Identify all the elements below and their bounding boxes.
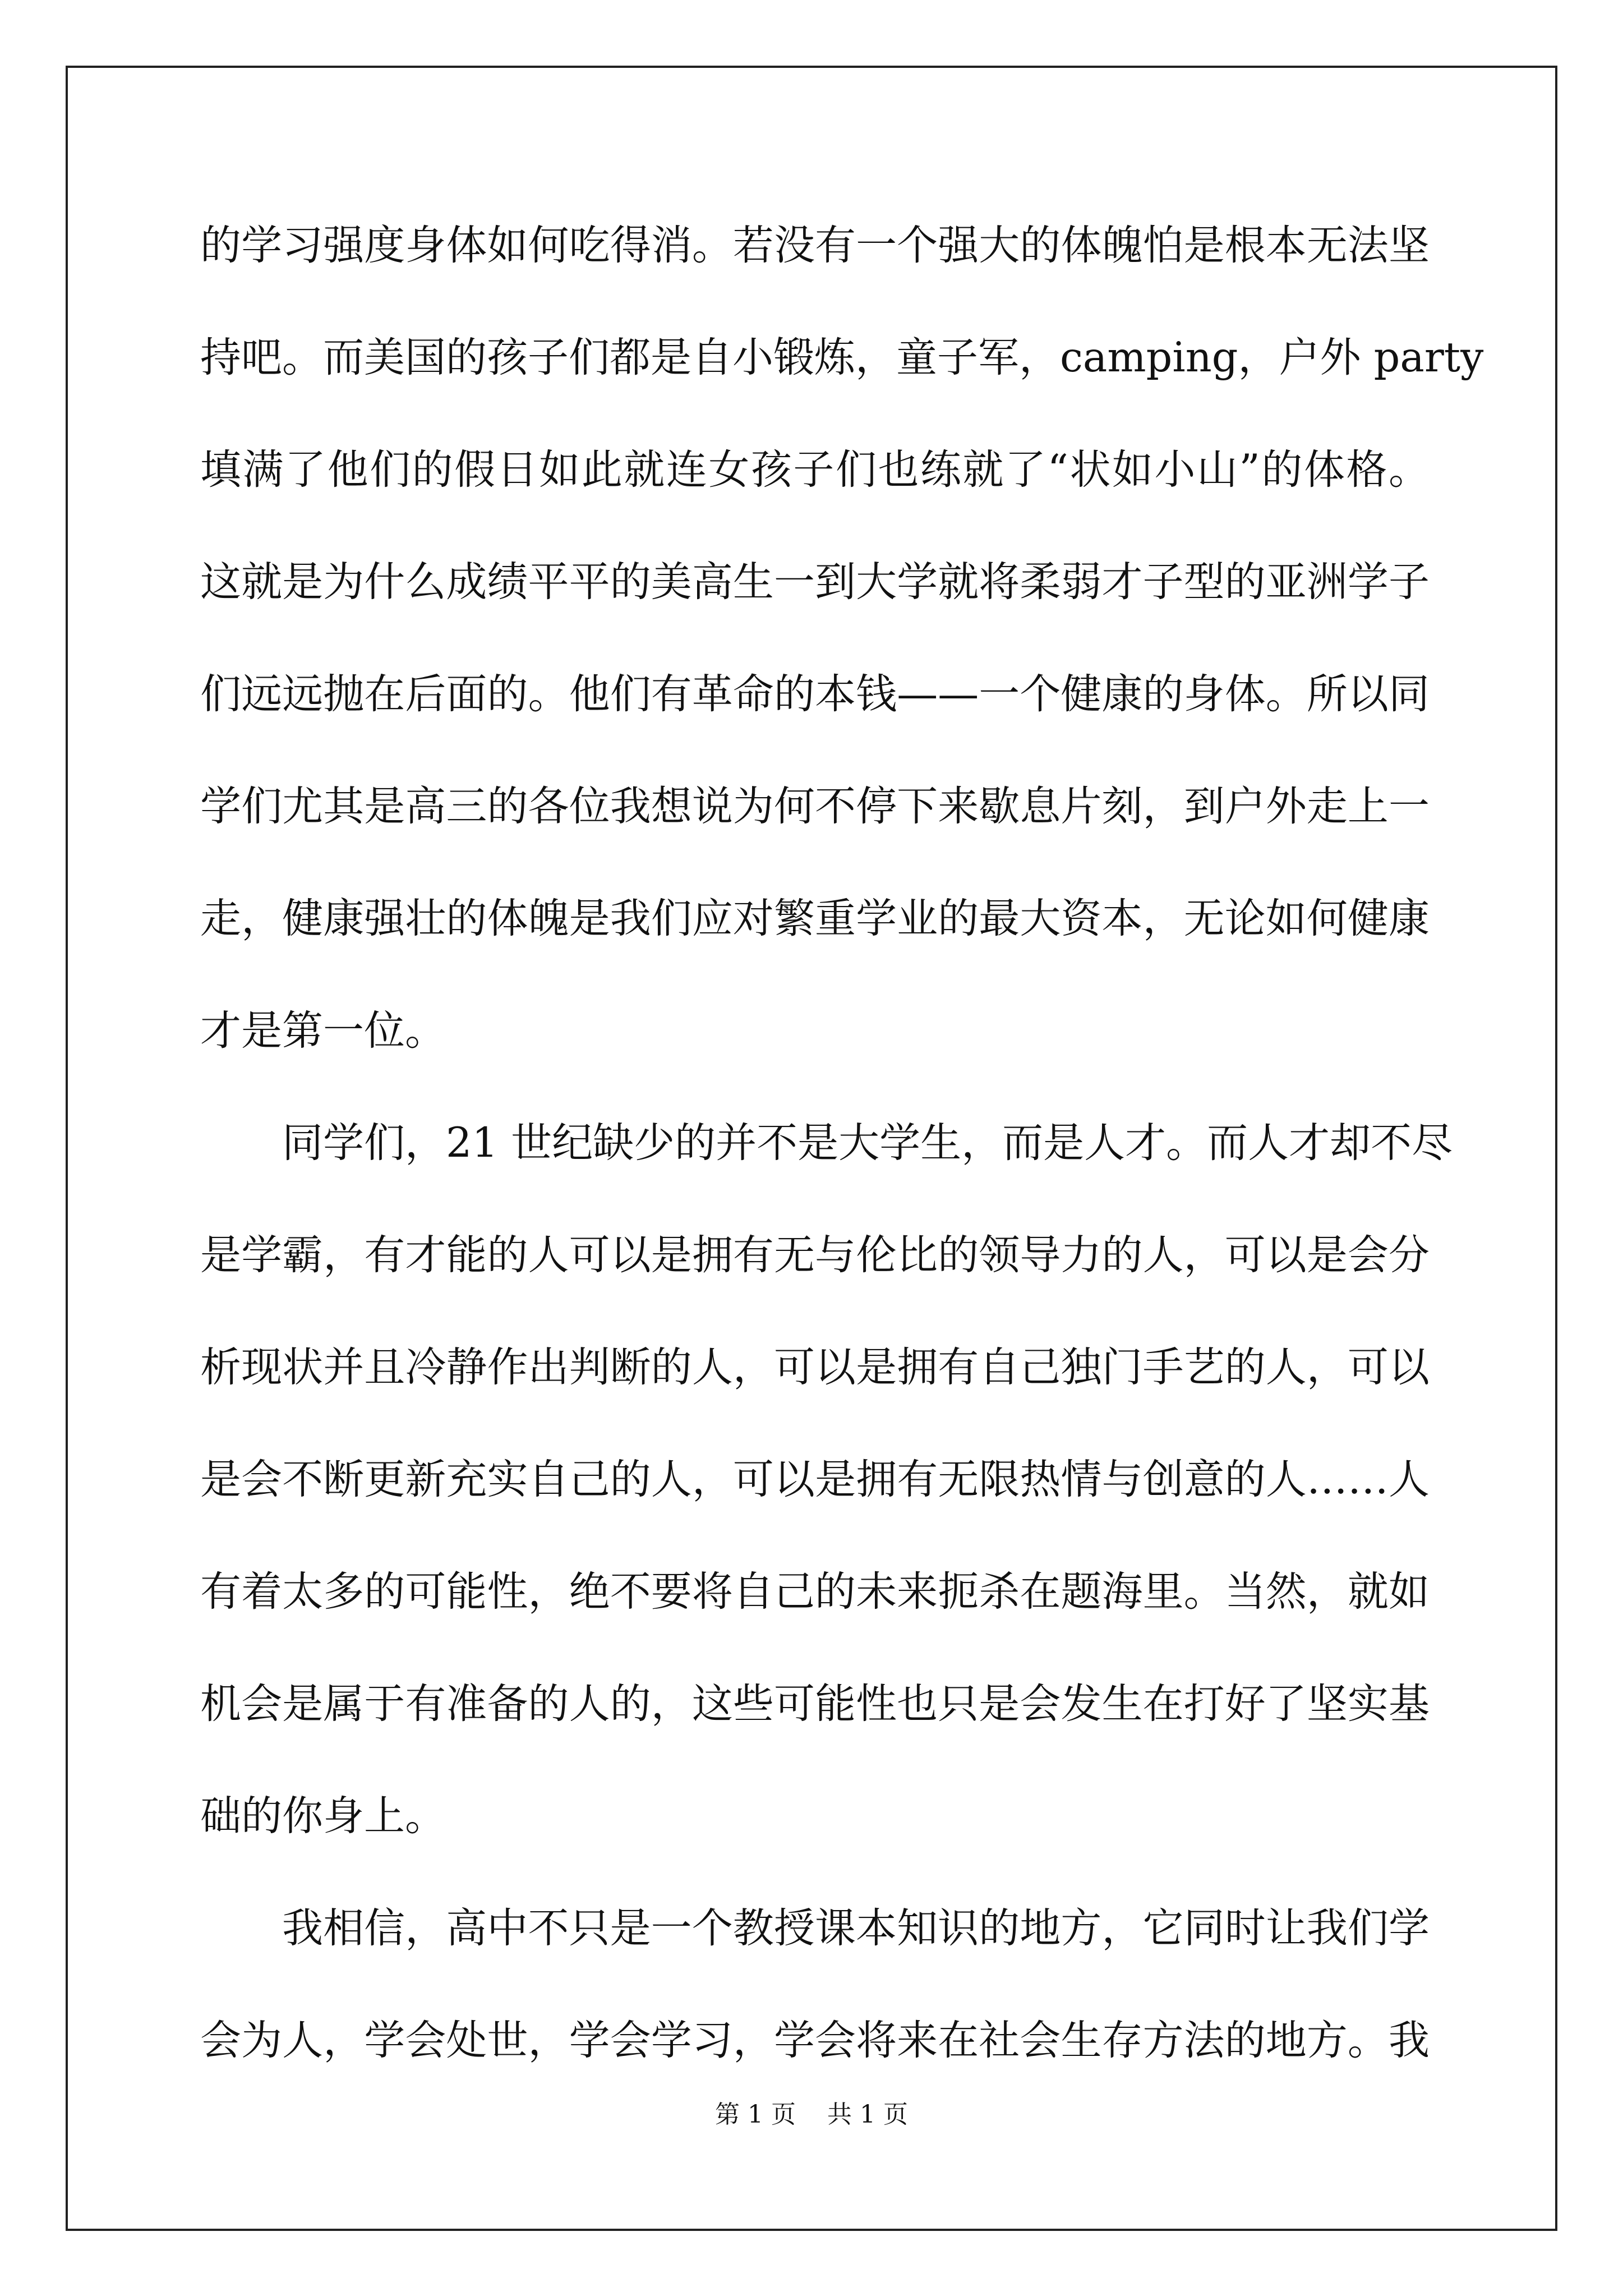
text-line: 学们尤其是高三的各位我想说为何不停下来歇息片刻，到户外走上一 [200, 783, 1430, 830]
text-line: 是学霸，有才能的人可以是拥有无与伦比的领导力的人，可以是会分 [200, 1231, 1430, 1279]
text-line: 析现状并且冷静作出判断的人，可以是拥有自己独门手艺的人，可以 [200, 1343, 1430, 1391]
text-line: 持吧。而美国的孩子们都是自小锻炼，童子军，camping，户外 party [200, 334, 1484, 381]
text-line: 础的你身上。 [200, 1792, 446, 1840]
document-body [200, 212, 1484, 2119]
page-number-current: 第 1 页 [715, 2100, 796, 2129]
page-number-total: 共 1 页 [827, 2100, 908, 2129]
text-line: 才是第一位。 [200, 1007, 446, 1055]
text-line: 走，健康强壮的体魄是我们应对繁重学业的最大资本，无论如何健康 [200, 895, 1430, 942]
text-line: 机会是属于有准备的人的，这些可能性也只是会发生在打好了坚实基 [200, 1680, 1430, 1728]
text-line: 们远远抛在后面的。他们有革命的本钱——一个健康的身体。所以同 [200, 670, 1430, 718]
text-line: 的学习强度身体如何吃得消。若没有一个强大的体魄怕是根本无法坚 [200, 222, 1430, 269]
text-line: 会为人，学会处世，学会学习，学会将来在社会生存方法的地方。我 [200, 2017, 1430, 2064]
paragraph-first-line: 我相信，高中不只是一个教授课本知识的地方，它同时让我们学 [282, 1904, 1430, 1952]
text-line: 这就是为什么成绩平平的美高生一到大学就将柔弱才子型的亚洲学子 [200, 558, 1430, 606]
page-footer [0, 2098, 1623, 2132]
text-line: 有着太多的可能性，绝不要将自己的未来扼杀在题海里。当然，就如 [200, 1568, 1430, 1616]
text-line: 填满了他们的假日如此就连女孩子们也练就了“状如小山”的体格。 [200, 446, 1430, 494]
paragraph-first-line: 同学们，21 世纪缺少的并不是大学生，而是人才。而人才却不尽 [282, 1119, 1453, 1167]
text-line: 是会不断更新充实自己的人，可以是拥有无限热情与创意的人……人 [200, 1456, 1430, 1503]
